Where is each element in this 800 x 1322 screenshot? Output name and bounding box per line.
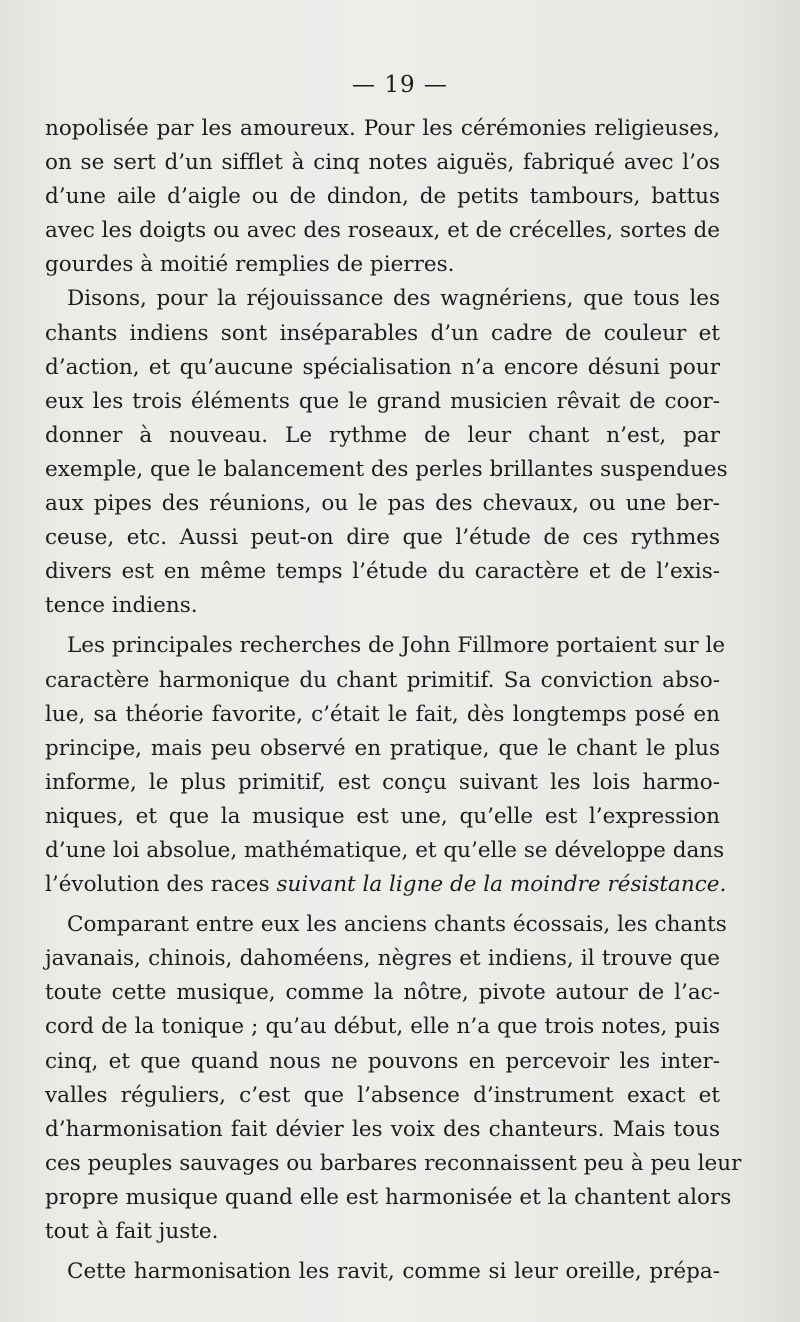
paragraph-1 <box>45 112 720 282</box>
text-line: tout à fait juste. <box>45 1219 219 1244</box>
text-line: exemple, que le balancement des perles brillantes suspendues <box>45 456 728 482</box>
text-line: eux les trois éléments que le grand musicien rêvait de coor- <box>45 388 720 414</box>
text-line: chants indiens sont inséparables d’un cadre de couleur et <box>45 320 720 346</box>
text-line: d’action, et qu’aucune spécialisation n’a encore désuni pour <box>45 354 720 380</box>
text-line: Disons, pour la réjouissance des wagnériens, que tous les <box>67 286 720 312</box>
text-line: niques, et que la musique est une, qu’elle est l’expression <box>45 803 720 829</box>
text-line: nopolisée par les amoureux. Pour les cérémonies religieuses, <box>45 116 720 141</box>
text-line: caractère harmonique du chant primitif. Sa conviction abso- <box>45 667 720 693</box>
text-line: aux pipes des réunions, ou le pas des chevaux, ou une ber- <box>45 491 720 517</box>
text-line: principe, mais peu observé en pratique, que le chant le plus <box>45 735 720 761</box>
text-line: informe, le plus primitif, est conçu suivant les lois harmo- <box>45 769 720 795</box>
text-line-with-italic <box>45 868 727 902</box>
text-line: propre musique quand elle est harmonisée et la chantent alors <box>45 1184 732 1210</box>
text-line: Cette harmonisation les ravit, comme si leur oreille, prépa- <box>67 1259 720 1285</box>
paragraph-4 <box>45 908 742 1249</box>
text-line: javanais, chinois, dahoméens, nègres et indiens, il trouve que <box>45 946 720 972</box>
text-line: donner à nouveau. Le rythme de leur chant n’est, par <box>45 422 720 448</box>
page-body <box>45 112 742 1289</box>
text-line: cinq, et que quand nous ne pouvons en percevoir les inter- <box>45 1048 720 1074</box>
text-line: cord de la tonique ; qu’au début, elle n’a que trois notes, puis <box>45 1014 720 1040</box>
text-line: valles réguliers, c’est que l’absence d’instrument exact et <box>45 1082 720 1108</box>
text-line: ceuse, etc. Aussi peut-on dire que l’étude de ces rythmes <box>45 525 720 551</box>
text-line: gourdes à moitié remplies de pierres. <box>45 252 455 278</box>
text-line: toute cette musique, comme la nôtre, pivote autour de l’ac- <box>45 980 720 1006</box>
paragraph-2 <box>45 282 728 623</box>
text-line: tence indiens. <box>45 593 198 619</box>
text-line: divers est en même temps l’étude du caractère et de l’exis- <box>45 559 720 585</box>
paragraph-3 <box>45 629 727 902</box>
text-line: avec les doigts ou avec des roseaux, et de crécelles, sortes de <box>45 218 720 244</box>
text-line: on se sert d’un sifflet à cinq notes aiguës, fabriqué avec l’os <box>45 150 720 176</box>
text-line: d’harmonisation fait dévier les voix des chanteurs. Mais tous <box>45 1116 720 1142</box>
text-line: Comparant entre eux les anciens chants écossais, les chants <box>67 912 727 938</box>
paragraph-5 <box>45 1255 720 1289</box>
text-segment: l’évolution des races <box>45 872 277 898</box>
text-line: Les principales recherches de John Fillmore portaient sur le <box>67 633 726 659</box>
text-line: d’une loi absolue, mathématique, et qu’elle se développe dans <box>45 837 725 863</box>
italic-phrase: suivant la ligne de la moindre résistance. <box>276 872 727 898</box>
text-line: lue, sa théorie favorite, c’était le fait, dès longtemps posé en <box>45 701 720 727</box>
text-line: d’une aile d’aigle ou de dindon, de petits tambours, battus <box>45 184 720 210</box>
text-line: ces peuples sauvages ou barbares reconnaissent peu à peu leur <box>45 1150 742 1176</box>
page-number: — 19 — <box>352 72 448 98</box>
